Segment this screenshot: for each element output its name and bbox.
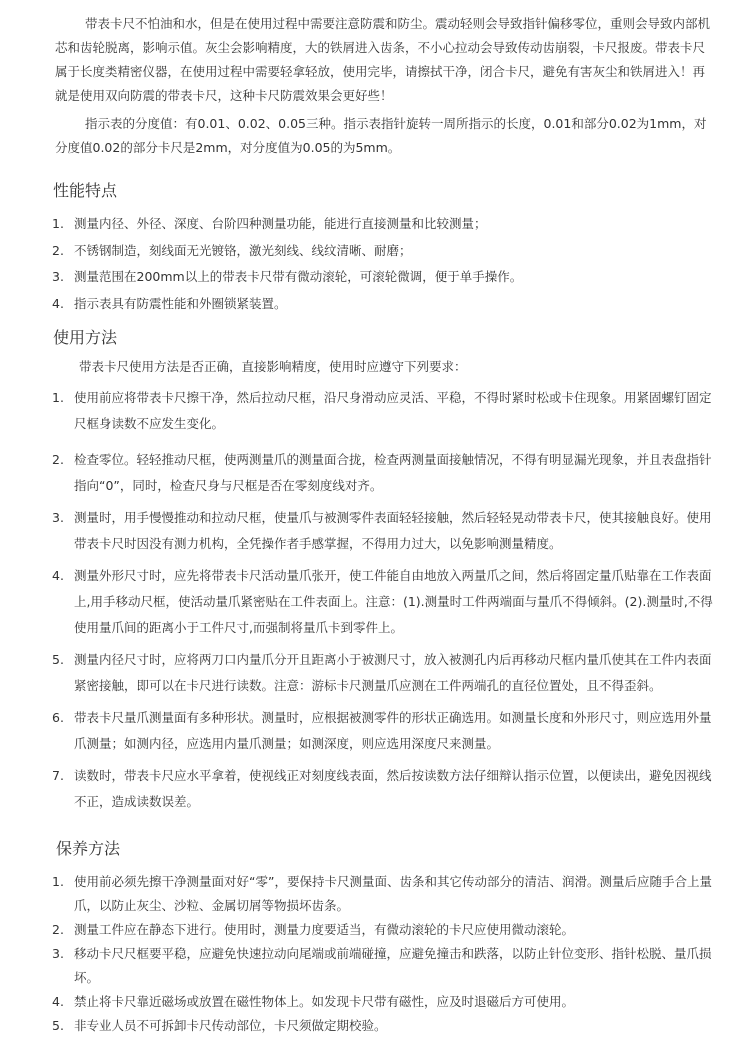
- usage-heading: 使用方法: [53, 328, 118, 347]
- list-item: 4. 测量外形尺寸时，应先将带表卡尺活动量爪张开，使工件能自由地放入两量爪之间，然后将固定量爪贴靠在工作表面上,用手移动尺框，使活动量爪紧密贴在工件表面上。注意：(1).测量时工件两端面与量爪不得倾斜。(2).测量时,不得使用量爪间的距离小于工件尺寸,而强制将量爪卡到零件上。: [52, 568, 713, 635]
- maintenance-heading: 保养方法: [56, 839, 121, 858]
- list-item: 3. 测量时，用手慢慢推动和拉动尺框，使量爪与被测零件表面轻轻接触，然后轻轻晃动带表卡尺，使其接触良好。使用带表卡尺时因没有测力机构，全凭操作者手感掌握，不得用力过大，以免影响测量精度。: [52, 510, 712, 551]
- usage-list: [52, 385, 717, 815]
- usage-intro: 带表卡尺使用方法是否正确，直接影响精度，使用时应遵守下列要求：: [79, 359, 467, 374]
- list-item: 6. 带表卡尺量爪测量面有多种形状。测量时，应根据被测零件的形状正确选用。如测量长度和外形尺寸，则应选用外量爪测量；如测内径，应选用内量爪测量；如测深度，则应选用深度尺来测量。: [52, 710, 712, 751]
- list-item: 2. 检查零位。轻轻推动尺框，使两测量爪的测量面合拢，检查两测量面接触情况，不得有明显漏光现象，并且表盘指针指向“0”，同时，检查尺身与尺框是否在零刻度线对齐。: [52, 452, 712, 493]
- features-list: [52, 211, 717, 317]
- list-item: 3. 测量范围在200mm以上的带表卡尺带有微动滚轮，可滚轮微调，便于单手操作。: [52, 269, 523, 284]
- list-item: 7. 读数时，带表卡尺应水平拿着，使视线正对刻度线表面，然后按读数方法仔细辩认指示位置，以便读出，避免因视线不正，造成读数误差。: [52, 768, 712, 809]
- list-item: 4. 指示表具有防震性能和外圈锁紧装置。: [52, 295, 287, 311]
- list-item: 5. 测量内径尺寸时，应将两刀口内量爪分开且距离小于被测尺寸，放入被测孔内后再移动尺框内量爪使其在工件内表面紧密接触，即可以在卡尺进行读数。注意：游标卡尺测量爪应测在工件两端孔的直径位置处，且不得歪斜。: [52, 652, 712, 693]
- list-item: 1. 测量内径、外径、深度、台阶四种测量功能，能进行直接测量和比较测量；: [52, 216, 487, 231]
- list-item: 2. 测量工件应在静态下进行。使用时，测量力度要适当，有微动滚轮的卡尺应使用微动滚轮。: [52, 922, 575, 937]
- features-heading: 性能特点: [53, 181, 118, 200]
- intro-paragraph-1: 带表卡尺不怕油和水，但是在使用过程中需要注意防震和防尘。震动轻则会导致指针偏移零位，重则会导致内部机芯和齿轮脱离，影响示值。灰尘会影响精度，大的铁屑进入齿条，不小心拉动会导致传动齿崩裂，卡尺报废。带表卡尺属于长度类精密仪器，在使用过程中需要轻拿轻放，使用完毕，请擦拭干净，闭合卡尺，避免有害灰尘和铁屑进入！再就是使用双向防震的带表卡尺，这种卡尺防震效果会更好些！: [55, 16, 711, 103]
- list-item: 4. 禁止将卡尺靠近磁场或放置在磁性物体上。如发现卡尺带有磁性，应及时退磁后方可使用。: [52, 994, 575, 1009]
- list-item: 1. 使用前必须先擦干净测量面对好“零”，要保持卡尺测量面、齿条和其它传动部分的清洁、润滑。测量后应随手合上量爪，以防止灰尘、沙粒、金属切屑等物损坏齿条。: [52, 874, 712, 913]
- list-item: 5. 非专业人员不可拆卸卡尺传动部位，卡尺须做定期校验。: [52, 1018, 387, 1033]
- list-item: 2. 不锈钢制造，刻线面无光镀铬，激光刻线、线纹清晰、耐磨；: [52, 242, 412, 258]
- list-item: 1. 使用前应将带表卡尺擦干净，然后拉动尺框，沿尺身滑动应灵活、平稳，不得时紧时松或卡住现象。用紧固螺钉固定尺框身读数不应发生变化。: [52, 390, 712, 431]
- maintenance-list: [52, 870, 717, 1038]
- list-item: 3. 移动卡尺尺框要平稳，应避免快速拉动向尾端或前端碰撞，应避免撞击和跌落，以防止针位变形、指针松脱、量爪损坏。: [52, 946, 712, 985]
- intro-paragraph-2: 指示表的分度值：有0.01、0.02、0.05三种。指示表指针旋转一周所指示的长度，0.01和部分0.02为1mm，对分度值0.02的部分卡尺是2mm，对分度值为0.05的为5mm。: [55, 116, 707, 155]
